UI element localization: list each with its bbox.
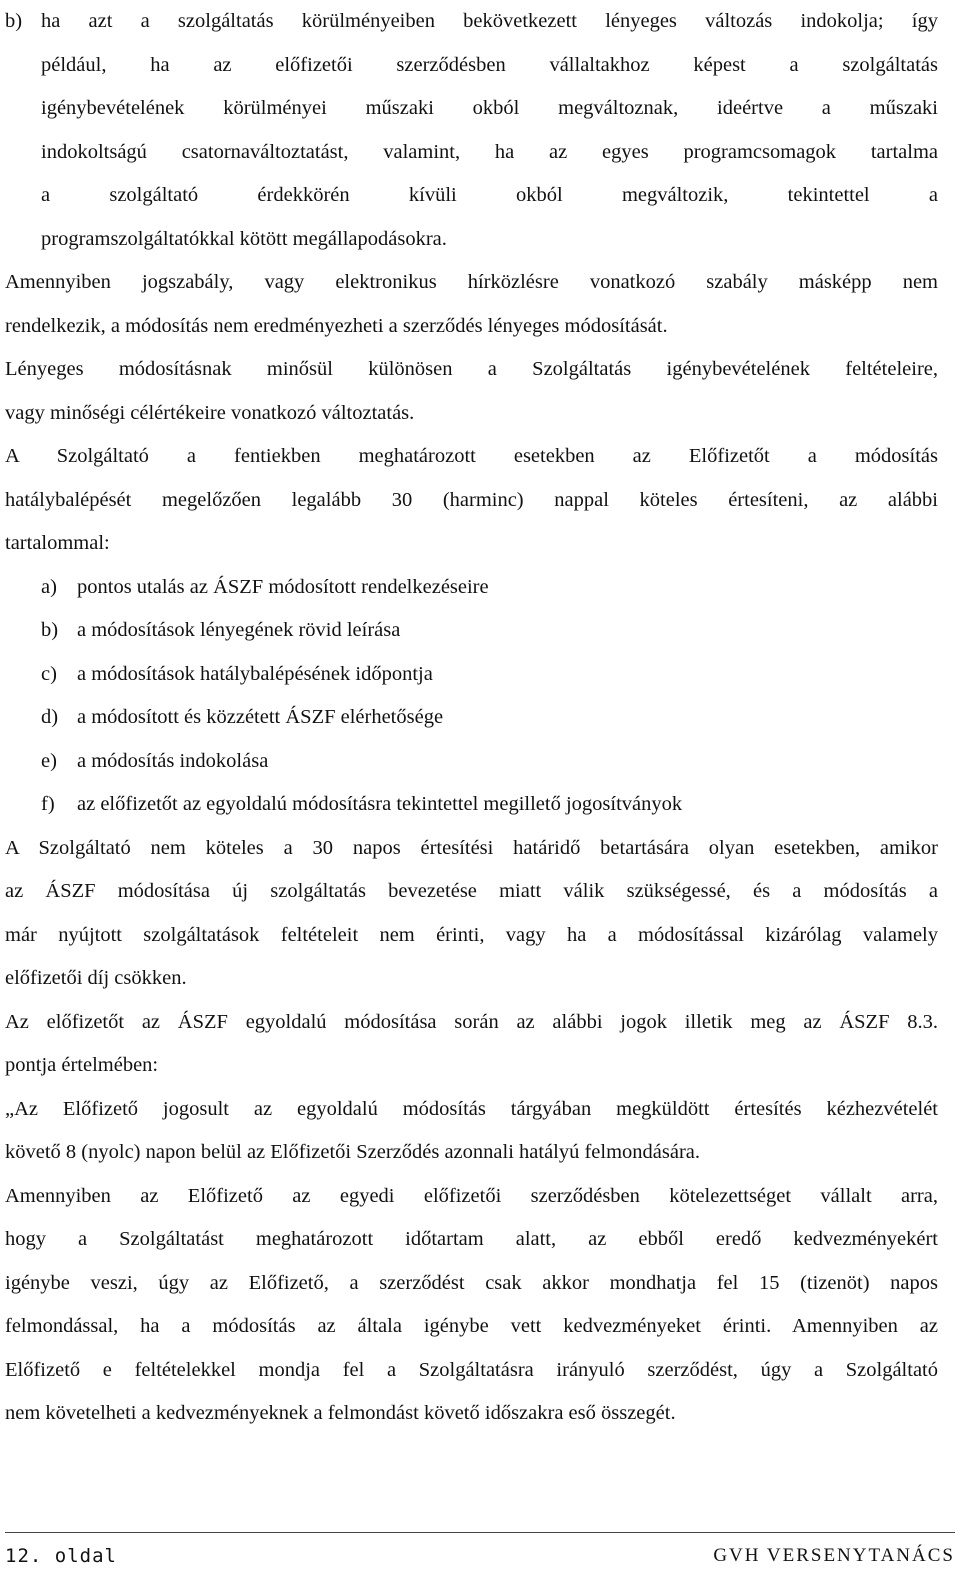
paragraph-2 [5,348,938,435]
paragraph-6-quote [5,1088,938,1175]
list-marker: c) [41,662,57,685]
text-line: például, ha az előfizetői szerződésben vállaltakhoz képest a szolgáltatás [41,53,938,76]
list-item-text: az előfizetőt az egyoldalú módosításra tekintettel megillető jogosítványok [77,793,683,815]
text-line: vagy minőségi célértékeire vonatkozó változtatás. [5,401,415,424]
list-item-text: a módosított és közzétett ÁSZF elérhetősége [77,706,444,728]
text-line: hogy a Szolgáltatást meghatározott időtartam alatt, az ebből eredő kedvezményekért [5,1228,938,1250]
document-page [5,0,938,1436]
text-line: Lényeges módosításnak minősül különösen a Szolgáltatás igénybevételének feltételeire, [5,358,938,380]
text-line: A Szolgáltató a fentiekben meghatározott esetekben az Előfizetőt a módosítás [5,445,938,467]
paragraph-3 [5,435,938,566]
text-line: „Az Előfizető jogosult az egyoldalú módosítás tárgyában megküldött értesítés kézhezvételét [5,1097,938,1120]
list-item-text: a módosítások hatálybalépésének időpontja [77,662,433,685]
list-marker: d) [41,706,59,728]
text-line: Amennyiben az Előfizető az egyedi előfizetői szerződésben kötelezettséget vállalt arra, [5,1184,938,1207]
text-line: már nyújtott szolgáltatások feltételeit nem érinti, vagy ha a módosítással kizárólag valamely [5,923,938,946]
text-line: A Szolgáltató nem köteles a 30 napos értesítési határidő betartására olyan esetekben, amikor [5,836,938,859]
list-item-text [41,0,938,261]
text-line: az ÁSZF módosítása új szolgáltatás bevezetése miatt válik szükségessé, és a módosítás a [5,880,938,902]
text-line: indokoltságú csatornaváltoztatást, valamint, ha az egyes programcsomagok tartalma [41,140,938,163]
list-item-text: pontos utalás az ÁSZF módosított rendelkezéseire [77,575,489,598]
paragraph-7 [5,1175,938,1436]
text-line: tartalommal: [5,532,110,554]
text-line: rendelkezik, a módosítás nem eredményezheti a szerződés lényeges módosítását. [5,314,668,337]
page-footer [5,1532,955,1577]
text-line: Az előfizetőt az ÁSZF egyoldalú módosítása során az alábbi jogok illetik meg az ÁSZF 8.3. [5,1010,938,1033]
footer-organization: GVH VERSENYTANÁCS [713,1545,955,1566]
page-number: 12. oldal [5,1545,117,1567]
text-line: igénybe veszi, úgy az Előfizető, a szerződést csak akkor mondhatja fel 15 (tizenöt) napos [5,1271,938,1294]
text-line: felmondással, ha a módosítás az általa igénybe vett kedvezményeket érinti. Amennyiben az [5,1315,938,1337]
list-item-a [5,566,938,610]
paragraph-5 [5,1001,938,1088]
text-line: követő 8 (nyolc) napon belül az Előfizetői Szerződés azonnali hatályú felmondására. [5,1141,701,1163]
list-marker: b) [5,10,23,32]
text-line: nem követelheti a kedvezményeknek a felmondást követő időszakra eső összegét. [5,1402,676,1424]
list-item-text: a módosítás indokolása [77,749,269,772]
list-item-text: a módosítások lényegének rövid leírása [77,619,401,641]
list-item-c [5,653,938,697]
text-line: pontja értelmében: [5,1054,159,1076]
text-line: Előfizető e feltételekkel mondja fel a Szolgáltatásra irányuló szerződést, úgy a Szolgáltató [5,1358,938,1381]
list-item-b [5,0,938,261]
list-item-e [5,740,938,784]
text-line: ha azt a szolgáltatás körülményeiben bekövetkezett lényeges változás indokolja; így [41,10,938,32]
text-line: igénybevételének körülményei műszaki okból megváltoznak, ideértve a műszaki [41,97,938,119]
paragraph-4 [5,827,938,1001]
text-line: programszolgáltatókkal kötött megállapodásokra. [41,227,447,250]
list-marker: a) [41,575,57,598]
text-line: előfizetői díj csökken. [5,967,187,989]
list-marker: b) [41,619,59,641]
list-marker: f) [41,793,55,815]
notification-content-list [5,566,938,827]
text-line: a szolgáltató érdekkörén kívüli okból megváltozik, tekintettel a [41,184,938,206]
list-item-f [5,783,938,827]
list-marker: e) [41,749,57,772]
list-item-d [5,696,938,740]
text-line: hatálybalépését megelőzően legalább 30 (harminc) nappal köteles értesíteni, az alábbi [5,488,938,511]
list-item-b [5,609,938,653]
paragraph-1 [5,261,938,348]
text-line: Amennyiben jogszabály, vagy elektronikus hírközlésre vonatkozó szabály másképp nem [5,271,938,293]
